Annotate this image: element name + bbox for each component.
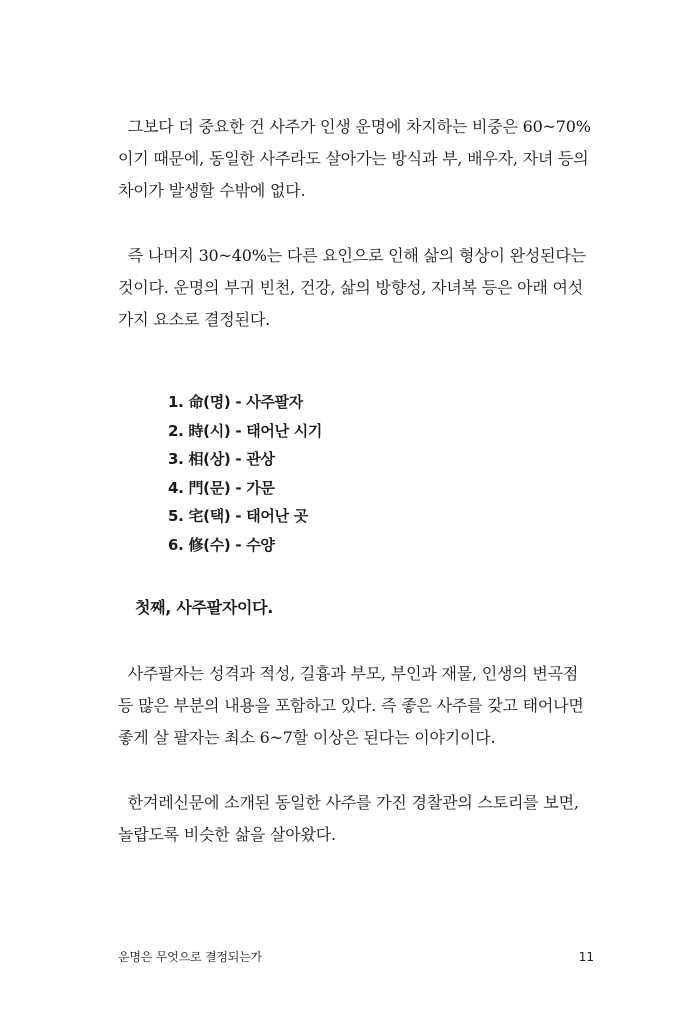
paragraph-line: 사주팔자는 성격과 적성, 길흉과 부모, 부인과 재물, 인생의 변곡점 — [118, 664, 579, 683]
six-factors-list — [168, 388, 322, 559]
list-item: 4. 門(문) - 가문 — [168, 478, 275, 497]
paragraph-line: 차이가 발생할 수밖에 없다. — [118, 181, 306, 200]
paragraph-line: 즉 나머지 30~40%는 다른 요인으로 인해 삶의 형상이 완성된다는 — [118, 246, 586, 265]
list-item: 1. 命(명) - 사주팔자 — [168, 393, 303, 411]
running-footer-title: 운명은 무엇으로 결정되는가 — [118, 950, 262, 964]
paragraph-line: 가지 요소로 결정된다. — [118, 310, 270, 329]
paragraph-line: 것이다. 운명의 부귀 빈천, 건강, 삶의 방향성, 자녀복 등은 아래 여섯 — [118, 278, 584, 297]
list-item: 5. 宅(택) - 태어난 곳 — [168, 507, 308, 525]
page-number: 11 — [578, 950, 594, 964]
list-item: 2. 時(시) - 태어난 시기 — [168, 421, 323, 440]
list-item: 6. 修(수) - 수양 — [168, 535, 275, 554]
paragraph-line: 등 많은 부분의 내용을 포함하고 있다. 즉 좋은 사주를 갖고 태어나면 — [118, 696, 584, 715]
paragraph-4 — [118, 787, 596, 851]
paragraph-line: 좋게 살 팔자는 최소 6~7할 이상은 된다는 이야기이다. — [118, 728, 496, 747]
paragraph-line: 놀랍도록 비슷한 삶을 살아왔다. — [118, 825, 336, 844]
section-heading: 첫째, 사주팔자이다. — [135, 598, 274, 617]
paragraph-line: 이기 때문에, 동일한 사주라도 살아가는 방식과 부, 배우자, 자녀 등의 — [118, 149, 589, 168]
paragraph-line: 그보다 더 중요한 건 사주가 인생 운명에 차지하는 비중은 60~70% — [118, 117, 591, 136]
paragraph-2 — [118, 240, 596, 336]
paragraph-line: 한겨레신문에 소개된 동일한 사주를 가진 경찰관의 스토리를 보면, — [118, 793, 579, 812]
paragraph-3 — [118, 658, 596, 754]
paragraph-1 — [118, 111, 596, 207]
list-item: 3. 相(상) - 관상 — [168, 450, 275, 468]
